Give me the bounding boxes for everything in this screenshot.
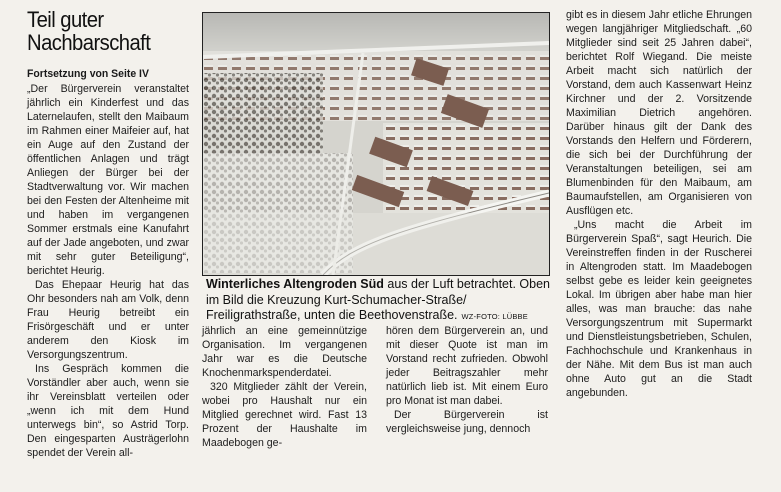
- headline-line-2: Nachbarschaft: [27, 30, 151, 55]
- photo-credit: WZ-FOTO: LÜBBE: [461, 312, 528, 321]
- aerial-photo-image: [203, 13, 549, 275]
- paragraph: Das Ehepaar Heurig hat das Ohr besonders nah am Volk, denn Frau Heurig betreibt ein Frisörgeschäft und er unter anderem den Kiosk im Versorgungszentrum.: [27, 279, 189, 361]
- text-column-3: [386, 324, 548, 436]
- text-column-1: [27, 82, 189, 460]
- paragraph: „Uns macht die Arbeit im Bürgerverein Spaß“, sagt Heurich. Die Vereinstreffen finden in der Ruscherei in Altengroden statt. Im Maadebogen selbst gebe es leider kein geeignetes Lokal. Im übrigen aber habe man hier alles, was man brauche: das nahe Versorgungszentrum mit Supermarkt und Dienstleistungsbetrieben, Schulen, Fachhochschule und Krankenhaus in der Nähe. Mit dem Bus ist man auch ohne Auto gut an die Stadt angebunden.: [566, 219, 752, 399]
- paragraph: 320 Mitglieder zählt der Verein, wobei pro Haushalt nur ein Mitglied gerechnet wird. Fast 13 Prozent der Haushalte im Maadebogen ge-: [202, 381, 367, 449]
- aerial-photo: [202, 12, 550, 276]
- caption-text: aus der Luft betrachtet. Oben im Bild die Kreuzung Kurt-Schumacher-Straße/ Freiligrathstraße, unten die Beethovenstraße.: [206, 277, 550, 322]
- paragraph: jährlich an eine gemeinnützige Organisation. Im vergangenen Jahr war es die Deutsche Knochenmarkspenderdatei.: [202, 325, 367, 379]
- photo-caption: [206, 277, 552, 325]
- headline-line-1: Teil guter: [27, 7, 104, 32]
- paragraph: Der Bürgerverein ist vergleichsweise jung, dennoch: [386, 409, 548, 435]
- article-headline: [27, 8, 183, 54]
- text-column-2: [202, 324, 367, 450]
- paragraph: gibt es in diesem Jahr etliche Ehrungen wegen langjähriger Mitgliedschaft. „60 Mitglieder sind seit 25 Jahren dabei“, berichtet Rolf Wiegand. Die meiste Arbeit macht sich natürlich der Vorstand, dem auch Kassenwart Heinz Kirchner und der 2. Vorsitzende Maximilian Dietrich angehören. Darüber hinaus gilt der Dank des Vorstands den Helfern und Förderern, die sich bei der Durchführung der Veranstaltungen beteiligen, sei am Blumenbinden für den Maibaum, am Baumaufstellen, am Organisieren von Ausflügen etc.: [566, 9, 752, 217]
- paragraph: hören dem Bürgerverein an, und mit dieser Quote ist man im Vorstand recht zufrieden. Obwohl jeder Beitragszahler mehr natürlich lieb ist. Mit einem Euro pro Monat ist man dabei.: [386, 325, 548, 407]
- paragraph: Ins Gespräch kommen die Vorständler aber auch, wenn sie ihr Vereinsblatt verteilen oder „wenn ich mit dem Hund unterwegs bin“, so Astrid Torp. Den eingesparten Austrägerlohn spendet der Verein all-: [27, 363, 189, 459]
- caption-lead: Winterliches Altengroden Süd: [206, 277, 384, 291]
- text-column-4: [566, 8, 752, 400]
- continuation-note: Fortsetzung von Seite IV: [27, 68, 149, 80]
- paragraph: „Der Bürgerverein veranstaltet jährlich ein Kinderfest und das Laternelaufen, stellt den Maibaum im Rahmen einer Maifeier auf, hat ein Auge auf den Zustand der öffentlichen Anlagen und trägt Anliegen der Bürger bei der Stadtverwaltung vor. Wir machen bei den Festen der Altenheime mit und haben im vergangenen Sommer erstmals eine Kanufahrt auf der Jade angeboten, und zwar mit sehr guter Beteiligung“, berichtet Heurig.: [27, 83, 189, 277]
